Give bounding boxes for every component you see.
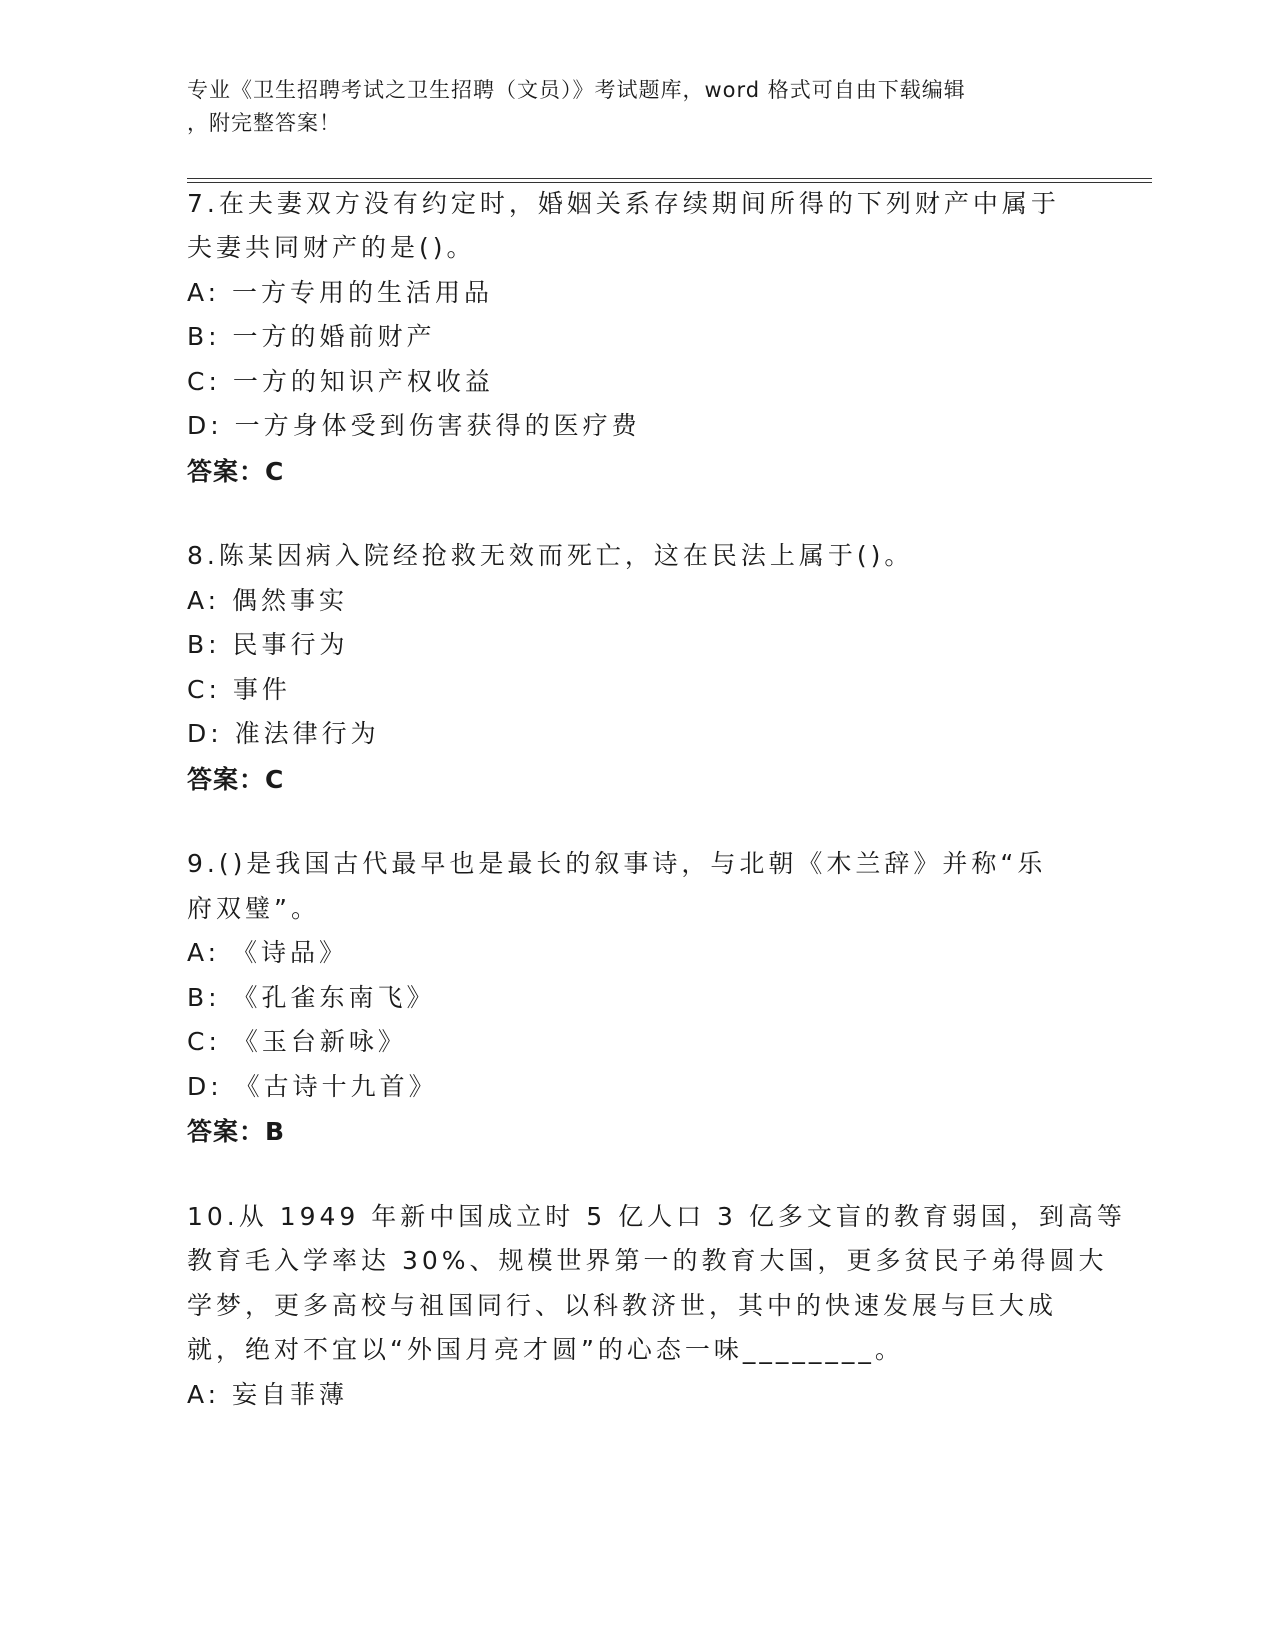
header-line-1: 专业《卫生招聘考试之卫生招聘（文员）》考试题库，word 格式可自由下载编辑 <box>187 78 966 102</box>
question-10-stem-line-4: 就，绝对不宜以“外国月亮才圆”的心态一味________。 <box>187 1335 904 1364</box>
question-8-option-c: C: 事件 <box>187 675 291 704</box>
question-9-option-a: A: 《诗品》 <box>187 938 349 967</box>
header-line-2: ，附完整答案！ <box>187 111 341 135</box>
question-7-option-c: C: 一方的知识产权收益 <box>187 367 494 396</box>
question-9-option-d: D: 《古诗十九首》 <box>187 1072 438 1101</box>
question-9-option-c: C: 《玉台新咏》 <box>187 1027 407 1056</box>
question-9-stem-line-2: 府双璧”。 <box>187 894 320 923</box>
question-8-option-b: B: 民事行为 <box>187 630 349 659</box>
question-7-option-d: D: 一方身体受到伤害获得的医疗费 <box>187 411 641 440</box>
question-8-answer: 答案：C <box>187 765 285 794</box>
question-9-option-b: B: 《孔雀东南飞》 <box>187 983 436 1012</box>
question-8-option-d: D: 准法律行为 <box>187 719 380 748</box>
question-7-stem-line-2: 夫妻共同财产的是()。 <box>187 233 476 262</box>
question-8-option-a: A: 偶然事实 <box>187 586 349 615</box>
question-10-stem-line-1: 10.从 1949 年新中国成立时 5 亿人口 3 亿多文盲的教育弱国，到高等 <box>187 1202 1126 1231</box>
question-9-stem-line-1: 9.()是我国古代最早也是最长的叙事诗，与北朝《木兰辞》并称“乐 <box>187 849 1047 878</box>
question-10-stem-line-3: 学梦，更多高校与祖国同行、以科教济世，其中的快速发展与巨大成 <box>187 1291 1058 1320</box>
question-10-option-a: A: 妄自菲薄 <box>187 1380 349 1409</box>
question-7-option-a: A: 一方专用的生活用品 <box>187 278 494 307</box>
question-10-stem-line-2: 教育毛入学率达 30%、规模世界第一的教育大国，更多贫民子弟得圆大 <box>187 1246 1108 1275</box>
question-9-answer: 答案：B <box>187 1117 286 1146</box>
question-7-answer: 答案：C <box>187 457 285 486</box>
question-7-option-b: B: 一方的婚前财产 <box>187 322 436 351</box>
document-header <box>187 74 1067 140</box>
question-8-stem-line-1: 8.陈某因病入院经抢救无效而死亡，这在民法上属于()。 <box>187 541 914 570</box>
header-divider <box>187 178 1152 183</box>
question-7-stem-line-1: 7.在夫妻双方没有约定时，婚姻关系存续期间所得的下列财产中属于 <box>187 189 1060 218</box>
